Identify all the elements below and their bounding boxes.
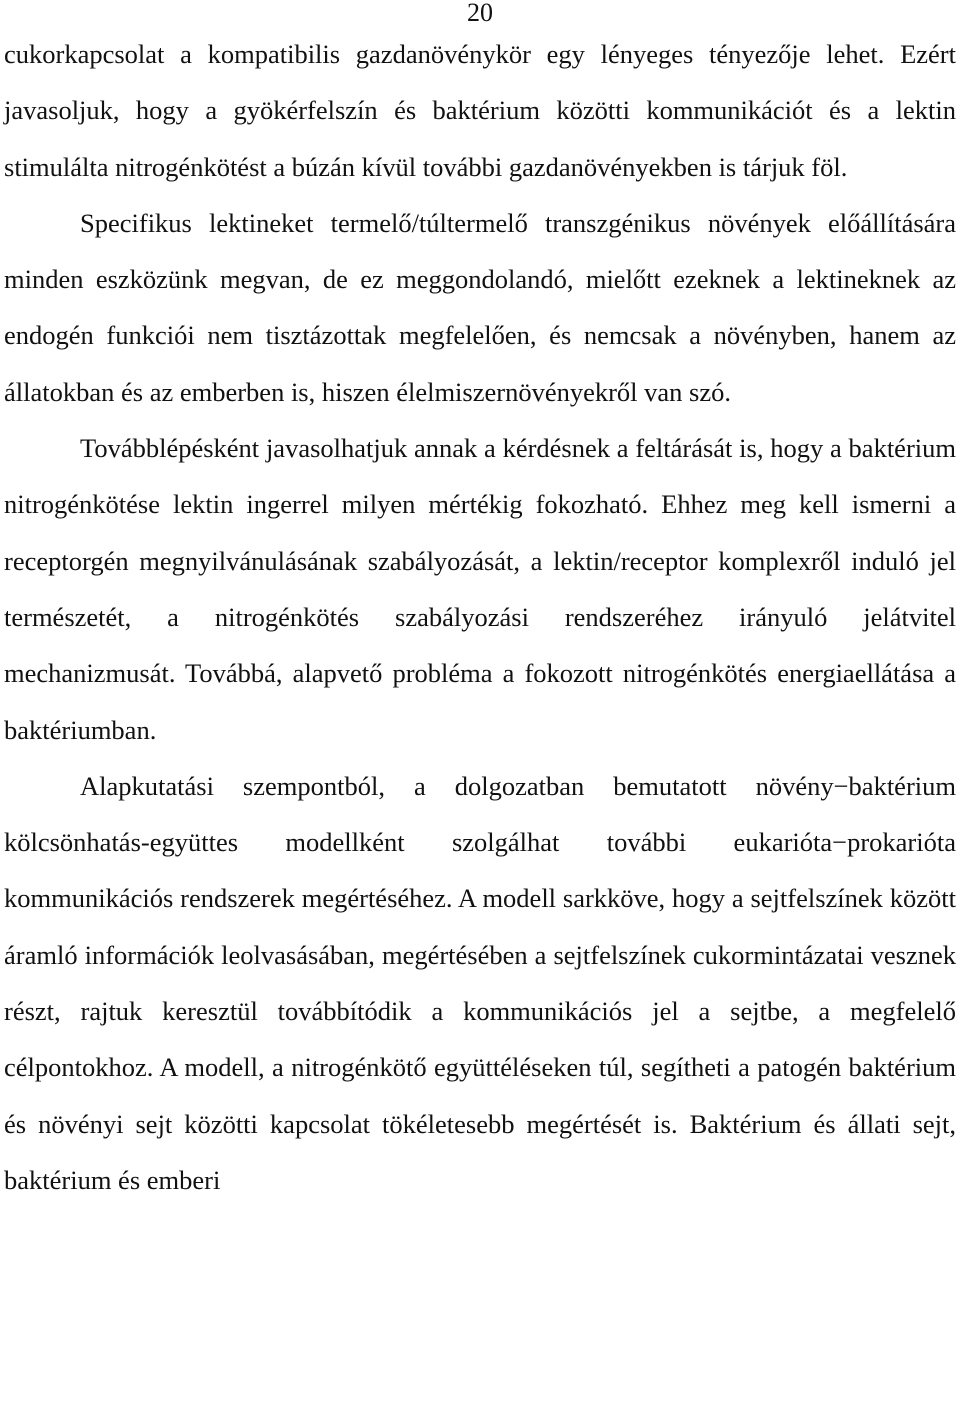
paragraph-next-steps: Továbblépésként javasolhatjuk annak a kérdésnek a feltárását is, hogy a baktérium nitrogénkötése lektin ingerrel milyen mértékig fokozható. Ehhez meg kell ismerni a receptorgén megnyilvánulásának szabályozását, a lektin/receptor komplexről induló jel természetét, a nitrogénkötés szabályozási rendszeréhez irányuló jelátvitel mechanizmusát. Továbbá, alapvető probléma a fokozott nitrogénkötés energiaellátása a baktériumban. (4, 433, 956, 745)
page-number (0, 0, 960, 28)
paragraph-transgenic-lectins: Specifikus lektineket termelő/túltermelő transzgénikus növények előállítására minden eszközünk megvan, de ez meggondolandó, mielőtt ezeknek a lektineknek az endogén funkciói nem tisztázottak megfelelően, és nemcsak a növényben, hanem az állatokban és az emberben is, hiszen élelmiszernövényekről van szó. (4, 207, 956, 407)
page-number-text: 20 (467, 0, 493, 27)
document-body (4, 26, 956, 1208)
paragraph-basic-research: Alapkutatási szempontból, a dolgozatban bemutatott növény−baktérium kölcsönhatás-együttes modellként szolgálhat további eukarióta−prokarióta kommunikációs rendszerek megértéséhez. A modell sarkköve, hogy a sejtfelszínek között áramló információk leolvasásában, megértésében a sejtfelszínek cukormintázatai vesznek részt, rajtuk keresztül továbbítódik a kommunikációs jel a sejtbe, a megfelelő célpontokhoz. A modell, a nitrogénkötő együttéléseken túl, segítheti a patogén baktérium és növényi sejt közötti kapcsolat tökéletesebb megértését is. Baktérium és állati sejt, baktérium és emberi (4, 770, 956, 1195)
paragraph-continuation: cukorkapcsolat a kompatibilis gazdanövénykör egy lényeges tényezője lehet. Ezért javasoljuk, hogy a gyökérfelszín és baktérium közötti kommunikációt és a lektin stimulálta nitrogénkötést a búzán kívül további gazdanövényekben is tárjuk föl. (4, 39, 956, 182)
